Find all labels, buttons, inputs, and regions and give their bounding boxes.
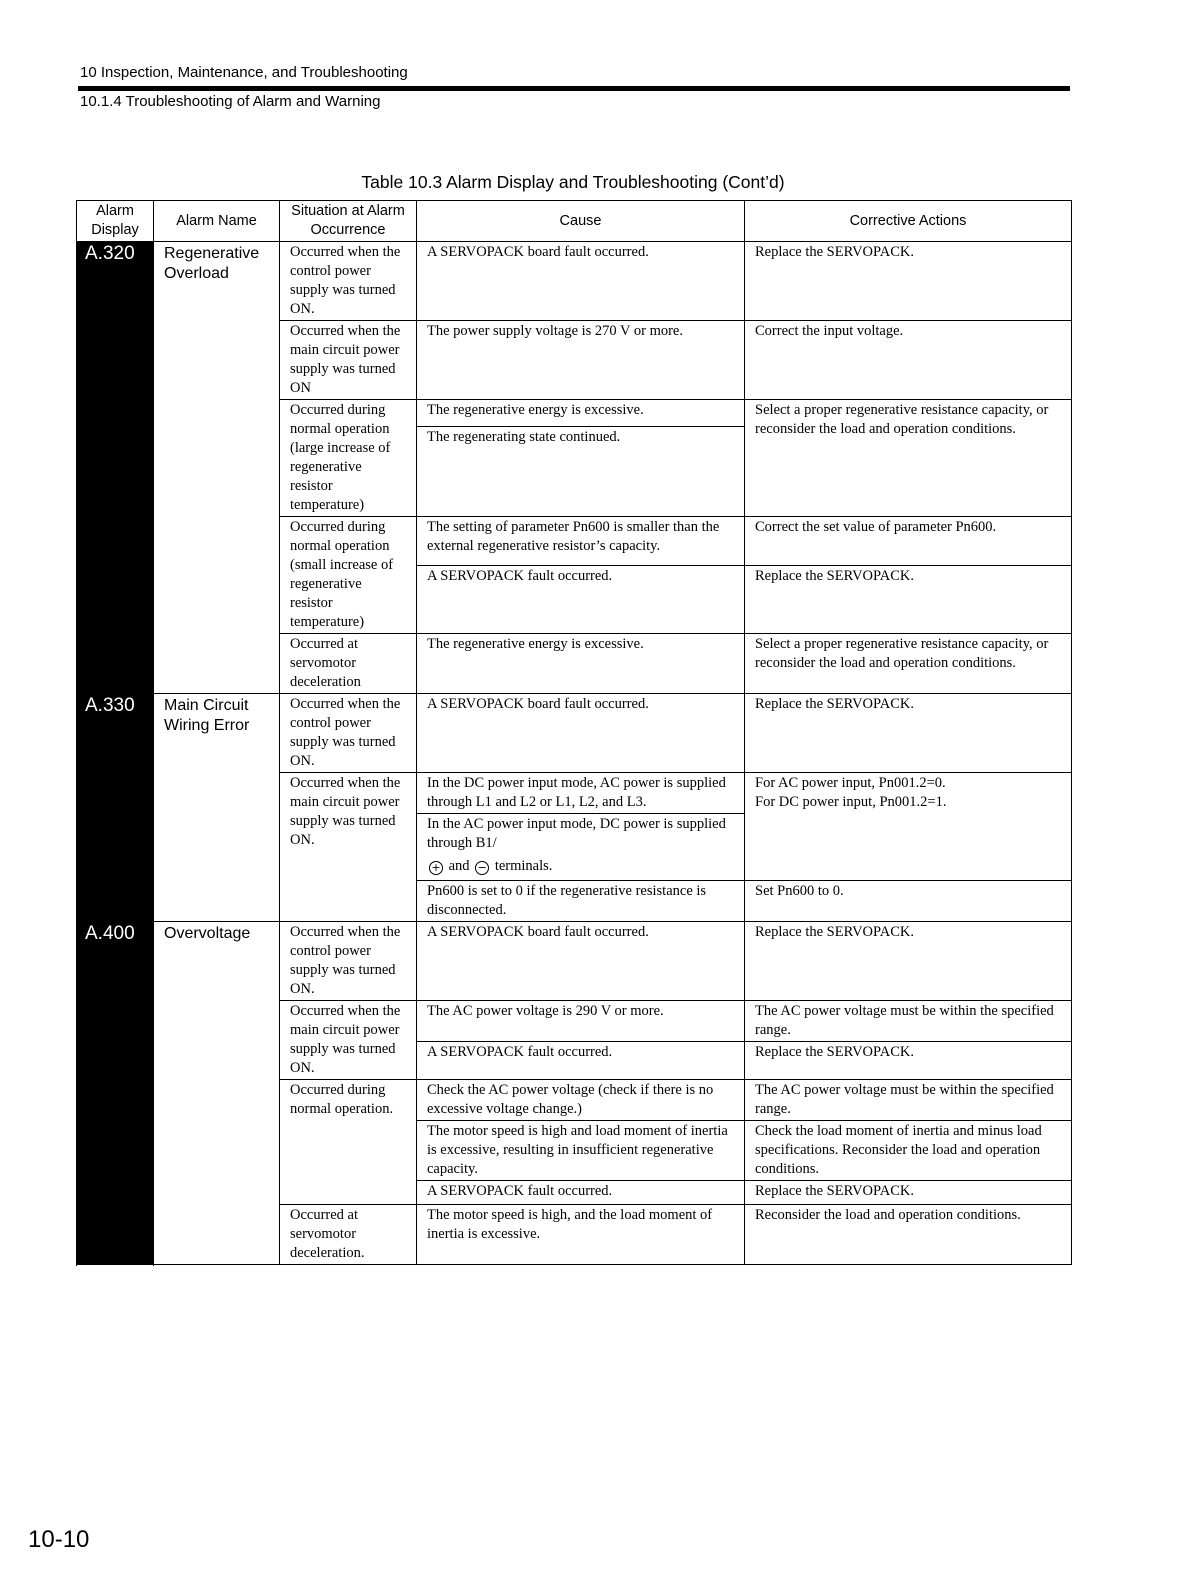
situation-cell: Occurred during normal operation. — [280, 1080, 417, 1205]
action-cell: The AC power voltage must be within the specified range. — [745, 1001, 1072, 1042]
action-cell: Reconsider the load and operation conditions. — [745, 1205, 1072, 1265]
action-cell: Select a proper regenerative resistance capacity, or reconsider the load and operation conditions. — [745, 400, 1072, 517]
cause-cell: The regenerating state continued. — [417, 427, 745, 517]
action-cell: Correct the input voltage. — [745, 321, 1072, 400]
situation-cell: Occurred during normal operation (small increase of regenerative resistor temperature) — [280, 517, 417, 634]
chapter-heading: 10 Inspection, Maintenance, and Troubleshooting — [80, 64, 408, 81]
action-cell: Replace the SERVOPACK. — [745, 1181, 1072, 1205]
header-cause: Cause — [417, 201, 745, 242]
alarm-name-a320: Regenerative Overload — [154, 242, 280, 694]
situation-cell: Occurred when the control power supply was turned ON. — [280, 242, 417, 321]
header-corrective-actions: Corrective Actions — [745, 201, 1072, 242]
terminal-line — [427, 858, 552, 874]
action-cell: The AC power voltage must be within the specified range. — [745, 1080, 1072, 1121]
action-line: For DC power input, Pn001.2=1. — [755, 794, 947, 810]
header-alarm-name: Alarm Name — [154, 201, 280, 242]
action-cell: Replace the SERVOPACK. — [745, 565, 1072, 633]
alarm-code-a320: A.320 — [77, 242, 154, 694]
situation-cell: Occurred during normal operation (large increase of regenerative resistor temperature) — [280, 400, 417, 517]
alarm-name-a400: Overvoltage — [154, 922, 280, 1265]
action-cell: Replace the SERVOPACK. — [745, 922, 1072, 1001]
cause-cell: Check the AC power voltage (check if there is no excessive voltage change.) — [417, 1080, 745, 1121]
cause-text: and — [448, 858, 470, 874]
alarm-table — [76, 200, 1072, 1265]
cause-cell: A SERVOPACK board fault occurred. — [417, 694, 745, 773]
page-number: 10-10 — [28, 1526, 90, 1553]
situation-cell: Occurred when the main circuit power supply was turned ON — [280, 321, 417, 400]
situation-cell: Occurred when the control power supply was turned ON. — [280, 922, 417, 1001]
cause-cell: The AC power voltage is 290 V or more. — [417, 1001, 745, 1042]
action-cell: Select a proper regenerative resistance capacity, or reconsider the load and operation conditions. — [745, 634, 1072, 694]
situation-cell: Occurred when the main circuit power supply was turned ON. — [280, 773, 417, 922]
plus-circle-icon: + — [429, 861, 443, 875]
situation-cell: Occurred at servomotor deceleration — [280, 634, 417, 694]
cause-cell: A SERVOPACK board fault occurred. — [417, 922, 745, 1001]
header-alarm-display: Alarm Display — [77, 201, 154, 242]
minus-circle-icon: − — [475, 861, 489, 875]
cause-cell: A SERVOPACK fault occurred. — [417, 565, 745, 633]
action-cell: Replace the SERVOPACK. — [745, 1042, 1072, 1080]
table-row — [77, 694, 1072, 773]
action-cell: Check the load moment of inertia and minus load specifications. Reconsider the load and operation conditions. — [745, 1121, 1072, 1181]
cause-cell: A SERVOPACK fault occurred. — [417, 1042, 745, 1080]
situation-cell: Occurred when the main circuit power supply was turned ON. — [280, 1001, 417, 1080]
action-line: For AC power input, Pn001.2=0. — [755, 775, 946, 791]
situation-cell: Occurred when the control power supply was turned ON. — [280, 694, 417, 773]
cause-cell: The regenerative energy is excessive. — [417, 400, 745, 427]
cause-cell: The regenerative energy is excessive. — [417, 634, 745, 694]
header-situation: Situation at Alarm Occurrence — [280, 201, 417, 242]
action-cell: Correct the set value of parameter Pn600. — [745, 517, 1072, 566]
alarm-code-a400: A.400 — [77, 922, 154, 1265]
table-row — [77, 922, 1072, 1001]
table-caption: Table 10.3 Alarm Display and Troubleshooting (Cont’d) — [361, 172, 785, 192]
table-row — [77, 242, 1072, 321]
cause-cell: The motor speed is high, and the load moment of inertia is excessive. — [417, 1205, 745, 1265]
header-rule — [78, 86, 1070, 91]
alarm-name-a330: Main Circuit Wiring Error — [154, 694, 280, 922]
cause-text: terminals. — [494, 858, 553, 874]
action-cell: Set Pn600 to 0. — [745, 881, 1072, 922]
cause-cell: The motor speed is high and load moment of inertia is excessive, resulting in insufficient regenerative capacity. — [417, 1121, 745, 1181]
cause-text: In the AC power input mode, DC power is supplied through B1/ — [427, 816, 726, 851]
cause-cell: The power supply voltage is 270 V or more. — [417, 321, 745, 400]
cause-cell — [417, 814, 745, 881]
action-cell: Replace the SERVOPACK. — [745, 242, 1072, 321]
cause-cell: Pn600 is set to 0 if the regenerative resistance is disconnected. — [417, 881, 745, 922]
cause-cell: A SERVOPACK fault occurred. — [417, 1181, 745, 1205]
action-cell — [745, 773, 1072, 881]
cause-cell: The setting of parameter Pn600 is smaller than the external regenerative resistor’s capacity. — [417, 517, 745, 566]
cause-cell: In the DC power input mode, AC power is supplied through L1 and L2 or L1, L2, and L3. — [417, 773, 745, 814]
situation-cell: Occurred at servomotor deceleration. — [280, 1205, 417, 1265]
section-heading: 10.1.4 Troubleshooting of Alarm and Warning — [80, 93, 381, 110]
action-cell: Replace the SERVOPACK. — [745, 694, 1072, 773]
table-header-row — [77, 201, 1072, 242]
cause-cell: A SERVOPACK board fault occurred. — [417, 242, 745, 321]
alarm-code-a330: A.330 — [77, 694, 154, 922]
